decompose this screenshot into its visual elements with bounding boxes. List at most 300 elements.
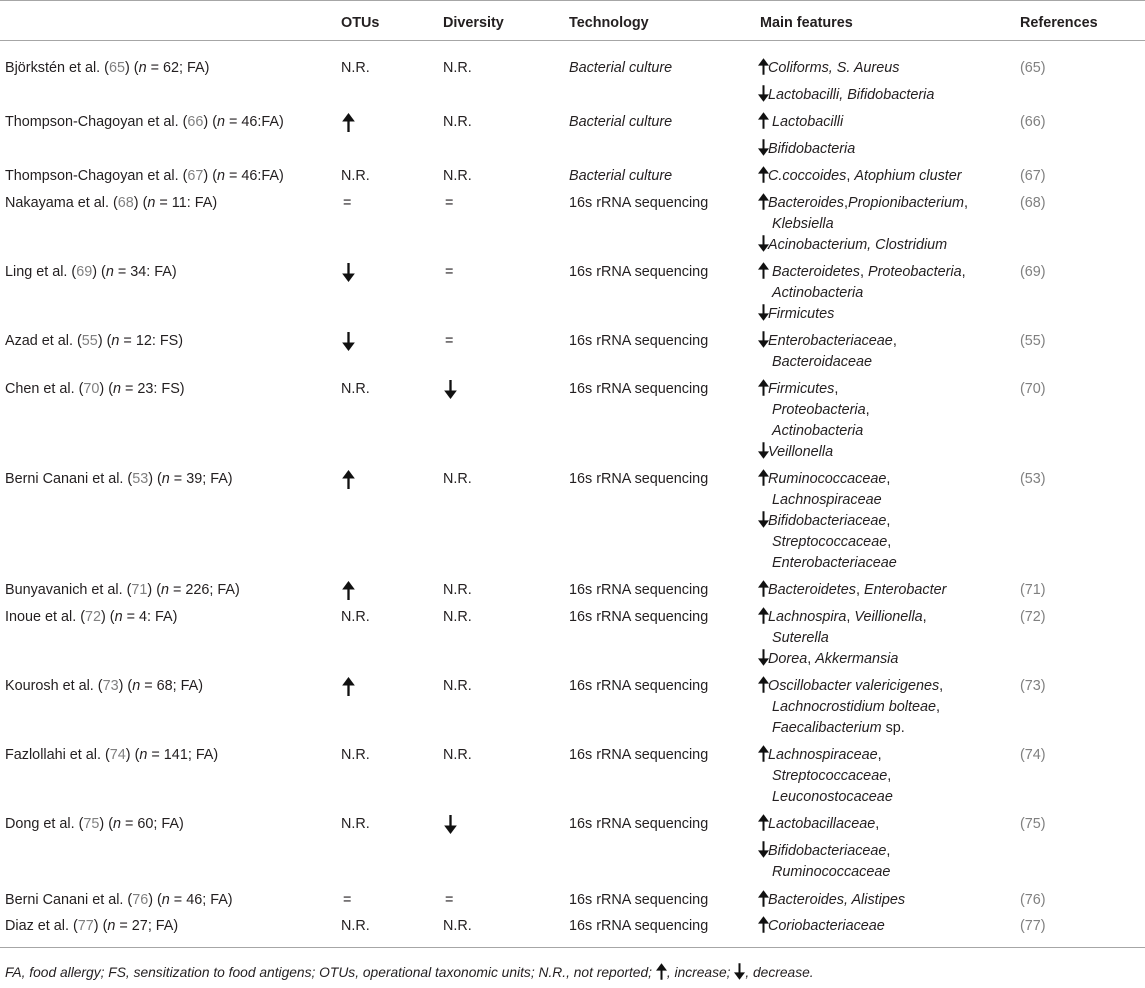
technology-cell: 16s rRNA sequencing bbox=[569, 195, 709, 211]
main-features-cell bbox=[760, 193, 968, 256]
otus-cell bbox=[341, 580, 355, 601]
study-sample: ) (n = 62; FA) bbox=[125, 60, 210, 76]
up-arrow-icon bbox=[758, 916, 769, 933]
reference-cell: (55) bbox=[1020, 333, 1046, 349]
feature-text: Atophium cluster bbox=[854, 168, 962, 184]
feature-line bbox=[760, 331, 897, 352]
down-arrow-icon bbox=[758, 841, 769, 858]
feature-text: Firmicutes bbox=[768, 381, 835, 397]
table-footnote bbox=[5, 964, 814, 982]
feature-text: , bbox=[846, 168, 855, 184]
feature-line bbox=[760, 283, 966, 304]
feature-text: Faecalibacterium bbox=[772, 720, 882, 736]
study-cell bbox=[5, 193, 217, 214]
feature-line bbox=[760, 139, 855, 160]
sample-size-symbol: n bbox=[139, 747, 148, 763]
diversity-cell-value: N.R. bbox=[443, 918, 472, 934]
main-features-cell bbox=[760, 379, 870, 463]
sample-size-symbol: n bbox=[105, 264, 114, 280]
feature-line bbox=[760, 112, 855, 133]
study-author: Berni Canani et al. ( bbox=[5, 471, 133, 487]
study-sample: ) (n = 68; FA) bbox=[118, 678, 204, 694]
otus-cell bbox=[341, 166, 370, 187]
study-author: Ling et al. ( bbox=[5, 264, 77, 280]
study-author: Thompson-Chagoyan et al. ( bbox=[5, 114, 188, 130]
diversity-cell-value: = bbox=[445, 892, 454, 908]
feature-text: Streptococcaceae bbox=[772, 534, 888, 550]
feature-text: , bbox=[886, 513, 891, 529]
diversity-cell-value: N.R. bbox=[443, 582, 472, 598]
diversity-cell-value: = bbox=[445, 264, 454, 280]
feature-line bbox=[760, 166, 962, 187]
down-arrow-icon bbox=[758, 331, 769, 348]
up-arrow-icon bbox=[758, 745, 769, 762]
main-features-cell bbox=[760, 166, 962, 187]
study-reference-number: 66 bbox=[187, 114, 204, 130]
feature-text: Bifidobacteriaceae bbox=[768, 843, 887, 859]
feature-text: sp. bbox=[881, 720, 905, 736]
study-cell bbox=[5, 58, 209, 79]
reference-cell: (77) bbox=[1020, 918, 1046, 934]
up-arrow-icon bbox=[342, 470, 355, 489]
study-sample: ) (n = 46; FA) bbox=[148, 892, 233, 908]
feature-line bbox=[760, 421, 870, 442]
feature-line bbox=[760, 58, 934, 79]
diversity-cell bbox=[443, 112, 472, 133]
study-sample: ) (n = 39; FA) bbox=[148, 471, 233, 487]
down-arrow-icon bbox=[444, 380, 457, 399]
otus-cell-value: N.R. bbox=[341, 918, 370, 934]
feature-text: Enterobacteriaceae bbox=[768, 333, 893, 349]
feature-line bbox=[760, 304, 966, 325]
otus-cell-value: N.R. bbox=[341, 168, 370, 184]
feature-line bbox=[760, 814, 890, 835]
technology-cell: Bacterial culture bbox=[569, 114, 673, 130]
down-arrow-icon bbox=[444, 815, 457, 834]
feature-line bbox=[760, 400, 870, 421]
main-features-cell bbox=[760, 469, 897, 574]
up-arrow-icon bbox=[758, 262, 769, 279]
down-arrow-icon bbox=[758, 304, 769, 321]
feature-line bbox=[760, 718, 943, 739]
study-sample: ) (n = 11: FA) bbox=[133, 195, 218, 211]
diversity-cell bbox=[443, 676, 472, 697]
study-reference-number: 67 bbox=[187, 168, 204, 184]
study-sample: ) (n = 23: FS) bbox=[99, 381, 185, 397]
header-technology: Technology bbox=[569, 15, 649, 31]
sample-size-symbol: n bbox=[161, 471, 170, 487]
sample-size-symbol: n bbox=[217, 114, 226, 130]
feature-text: , bbox=[887, 534, 892, 550]
footnote-up-arrow-icon bbox=[656, 963, 667, 980]
feature-text: , bbox=[877, 747, 882, 763]
feature-text: Bifidobacteria bbox=[768, 141, 856, 157]
feature-text: Propionibacterium bbox=[848, 195, 964, 211]
reference-cell: (73) bbox=[1020, 678, 1046, 694]
feature-text: Enterobacteriaceae bbox=[772, 555, 897, 571]
up-arrow-icon bbox=[758, 112, 769, 129]
study-cell bbox=[5, 676, 203, 697]
feature-text: , bbox=[875, 816, 880, 832]
feature-line bbox=[760, 787, 893, 808]
otus-cell bbox=[341, 676, 355, 697]
footnote-decrease-text: , decrease. bbox=[745, 965, 814, 980]
footnote-increase-text: , increase; bbox=[666, 965, 731, 980]
study-cell bbox=[5, 916, 178, 937]
up-arrow-icon bbox=[758, 607, 769, 624]
feature-text: Firmicutes bbox=[768, 306, 835, 322]
feature-line bbox=[760, 193, 968, 214]
feature-line bbox=[760, 511, 897, 532]
study-cell bbox=[5, 166, 284, 187]
sample-size-symbol: n bbox=[161, 582, 170, 598]
header-diversity: Diversity bbox=[443, 15, 504, 31]
otus-cell-value: N.R. bbox=[341, 747, 370, 763]
feature-text: Lactobacillaceae bbox=[768, 816, 876, 832]
study-reference-number: 73 bbox=[102, 678, 119, 694]
up-arrow-icon bbox=[758, 469, 769, 486]
feature-text: Veillonella bbox=[768, 444, 834, 460]
feature-text: , bbox=[886, 471, 891, 487]
otus-cell bbox=[341, 469, 355, 490]
down-arrow-icon bbox=[758, 85, 769, 102]
study-sample: ) (n = 4: FA) bbox=[101, 609, 178, 625]
down-arrow-icon bbox=[758, 139, 769, 156]
feature-line bbox=[760, 890, 905, 911]
technology-cell: 16s rRNA sequencing bbox=[569, 582, 709, 598]
feature-text: , bbox=[844, 195, 848, 211]
feature-text: , bbox=[939, 678, 944, 694]
feature-text: Proteobacteria bbox=[868, 264, 962, 280]
feature-text: Suterella bbox=[772, 630, 829, 646]
feature-line bbox=[760, 697, 943, 718]
main-features-cell bbox=[760, 890, 905, 911]
footnote-down-arrow-icon bbox=[734, 963, 745, 980]
main-features-cell bbox=[760, 112, 855, 160]
otus-cell-value: = bbox=[343, 195, 352, 211]
study-reference-number: 75 bbox=[83, 816, 100, 832]
up-arrow-icon bbox=[758, 379, 769, 396]
otus-cell-value: = bbox=[343, 892, 352, 908]
study-cell bbox=[5, 112, 284, 133]
feature-text: , bbox=[922, 609, 927, 625]
feature-text: Bacteroides, Alistipes bbox=[768, 892, 906, 908]
sample-size-symbol: n bbox=[107, 918, 116, 934]
reference-cell: (53) bbox=[1020, 471, 1046, 487]
feature-text: Oscillobacter valericigenes bbox=[768, 678, 940, 694]
feature-line bbox=[760, 745, 893, 766]
otus-cell bbox=[341, 916, 370, 937]
main-features-cell bbox=[760, 58, 934, 106]
main-features-cell bbox=[760, 580, 946, 601]
study-sample: ) (n = 141; FA) bbox=[125, 747, 219, 763]
technology-cell: 16s rRNA sequencing bbox=[569, 609, 709, 625]
diversity-cell bbox=[443, 916, 472, 937]
study-cell bbox=[5, 580, 240, 601]
feature-text: Coriobacteriaceae bbox=[768, 918, 885, 934]
technology-cell: 16s rRNA sequencing bbox=[569, 892, 709, 908]
reference-cell: (71) bbox=[1020, 582, 1046, 598]
diversity-cell-value: N.R. bbox=[443, 678, 472, 694]
up-arrow-icon bbox=[758, 814, 769, 831]
feature-text: Ruminococcaceae bbox=[768, 471, 887, 487]
otus-cell bbox=[341, 745, 370, 766]
study-cell bbox=[5, 379, 185, 400]
feature-text: , bbox=[865, 402, 870, 418]
diversity-cell-value: = bbox=[445, 333, 454, 349]
study-cell bbox=[5, 469, 233, 490]
feature-text: C.coccoides bbox=[768, 168, 847, 184]
diversity-cell bbox=[443, 469, 472, 490]
table-bottom-rule bbox=[0, 947, 1145, 948]
feature-line bbox=[760, 607, 927, 628]
main-features-cell bbox=[760, 745, 893, 808]
feature-text: , bbox=[856, 582, 864, 598]
up-arrow-icon bbox=[342, 677, 355, 696]
feature-text: Akkermansia bbox=[815, 651, 899, 667]
diversity-cell-value: N.R. bbox=[443, 471, 472, 487]
feature-text: , bbox=[936, 699, 940, 715]
feature-line bbox=[760, 214, 968, 235]
feature-text: Lactobacilli bbox=[768, 114, 844, 130]
otus-cell-value: N.R. bbox=[341, 816, 370, 832]
study-author: Bunyavanich et al. ( bbox=[5, 582, 132, 598]
diversity-cell bbox=[443, 745, 472, 766]
sample-size-symbol: n bbox=[114, 609, 123, 625]
sample-size-symbol: n bbox=[111, 333, 120, 349]
reference-cell: (72) bbox=[1020, 609, 1046, 625]
study-cell bbox=[5, 607, 177, 628]
study-author: Nakayama et al. ( bbox=[5, 195, 118, 211]
study-cell bbox=[5, 745, 218, 766]
sample-size-symbol: n bbox=[113, 816, 122, 832]
feature-text: Lachnospiraceae bbox=[768, 747, 878, 763]
diversity-cell-value: N.R. bbox=[443, 60, 472, 76]
study-reference-number: 55 bbox=[81, 333, 98, 349]
up-arrow-icon bbox=[758, 580, 769, 597]
feature-line bbox=[760, 379, 870, 400]
main-features-cell bbox=[760, 814, 890, 883]
feature-text: , bbox=[834, 381, 839, 397]
table-top-rule bbox=[0, 0, 1145, 1]
feature-line bbox=[760, 766, 893, 787]
feature-text: Bacteroides bbox=[768, 195, 844, 211]
study-author: Chen et al. ( bbox=[5, 381, 84, 397]
down-arrow-icon bbox=[758, 649, 769, 666]
down-arrow-icon bbox=[758, 235, 769, 252]
study-author: Kourosh et al. ( bbox=[5, 678, 103, 694]
feature-text: Lachnospira bbox=[768, 609, 847, 625]
technology-cell: 16s rRNA sequencing bbox=[569, 747, 709, 763]
technology-cell: 16s rRNA sequencing bbox=[569, 333, 709, 349]
table-header-rule bbox=[0, 40, 1145, 41]
study-cell bbox=[5, 890, 233, 911]
study-reference-number: 72 bbox=[85, 609, 102, 625]
main-features-cell bbox=[760, 331, 897, 373]
sample-size-symbol: n bbox=[217, 168, 226, 184]
feature-text: , bbox=[886, 843, 891, 859]
sample-size-symbol: n bbox=[138, 60, 147, 76]
technology-cell: 16s rRNA sequencing bbox=[569, 264, 709, 280]
up-arrow-icon bbox=[342, 581, 355, 600]
down-arrow-icon bbox=[342, 332, 355, 351]
diversity-cell bbox=[443, 814, 457, 835]
diversity-cell bbox=[443, 580, 472, 601]
otus-cell bbox=[341, 890, 351, 911]
feature-line bbox=[760, 85, 934, 106]
feature-text: Enterobacter bbox=[864, 582, 947, 598]
study-sample: ) (n = 46:FA) bbox=[203, 168, 284, 184]
up-arrow-icon bbox=[758, 193, 769, 210]
feature-line bbox=[760, 442, 870, 463]
feature-text: Bacteroidaceae bbox=[772, 354, 873, 370]
study-author: Dong et al. ( bbox=[5, 816, 84, 832]
up-arrow-icon bbox=[342, 113, 355, 132]
diversity-cell-value: N.R. bbox=[443, 747, 472, 763]
up-arrow-icon bbox=[758, 166, 769, 183]
feature-line bbox=[760, 916, 885, 937]
feature-text: , bbox=[846, 609, 855, 625]
diversity-cell-value: N.R. bbox=[443, 114, 472, 130]
feature-text: Lactobacilli, Bifidobacteria bbox=[768, 87, 935, 103]
header-otus: OTUs bbox=[341, 15, 380, 31]
otus-cell bbox=[341, 379, 370, 400]
technology-cell: 16s rRNA sequencing bbox=[569, 918, 709, 934]
sample-size-symbol: n bbox=[113, 381, 122, 397]
study-sample: ) (n = 27; FA) bbox=[93, 918, 179, 934]
diversity-cell bbox=[443, 262, 453, 283]
feature-text: Dorea bbox=[768, 651, 808, 667]
feature-line bbox=[760, 841, 890, 862]
feature-text: Proteobacteria bbox=[772, 402, 866, 418]
reference-cell: (76) bbox=[1020, 892, 1046, 908]
header-main-features: Main features bbox=[760, 15, 853, 31]
feature-text: Bacteroidetes bbox=[768, 582, 856, 598]
feature-text: , bbox=[887, 768, 892, 784]
study-sample: ) (n = 34: FA) bbox=[92, 264, 177, 280]
diversity-cell bbox=[443, 58, 472, 79]
feature-text: Actinobacteria bbox=[772, 423, 864, 439]
study-reference-number: 70 bbox=[83, 381, 100, 397]
diversity-cell-value: N.R. bbox=[443, 168, 472, 184]
reference-cell: (67) bbox=[1020, 168, 1046, 184]
study-reference-number: 65 bbox=[108, 60, 125, 76]
study-reference-number: 71 bbox=[131, 582, 148, 598]
study-author: Fazlollahi et al. ( bbox=[5, 747, 110, 763]
study-author: Björkstén et al. ( bbox=[5, 60, 109, 76]
study-author: Thompson-Chagoyan et al. ( bbox=[5, 168, 188, 184]
main-features-cell bbox=[760, 262, 966, 325]
study-reference-number: 69 bbox=[76, 264, 93, 280]
diversity-cell bbox=[443, 166, 472, 187]
reference-cell: (75) bbox=[1020, 816, 1046, 832]
down-arrow-icon bbox=[758, 442, 769, 459]
main-features-cell bbox=[760, 676, 943, 739]
technology-cell: Bacterial culture bbox=[569, 60, 673, 76]
otus-cell bbox=[341, 193, 351, 214]
diversity-cell bbox=[443, 193, 453, 214]
feature-line bbox=[760, 553, 897, 574]
feature-text: Acinobacterium, Clostridium bbox=[768, 237, 948, 253]
study-reference-number: 77 bbox=[77, 918, 94, 934]
study-sample: ) (n = 12: FS) bbox=[97, 333, 184, 349]
diversity-cell bbox=[443, 379, 457, 400]
reference-cell: (68) bbox=[1020, 195, 1046, 211]
up-arrow-icon bbox=[758, 890, 769, 907]
feature-line bbox=[760, 628, 927, 649]
otus-cell bbox=[341, 262, 355, 283]
study-reference-number: 53 bbox=[132, 471, 149, 487]
up-arrow-icon bbox=[758, 58, 769, 75]
study-author: Inoue et al. ( bbox=[5, 609, 85, 625]
diversity-cell bbox=[443, 607, 472, 628]
study-cell bbox=[5, 262, 177, 283]
feature-line bbox=[760, 862, 890, 883]
feature-text: , bbox=[892, 333, 897, 349]
feature-text: Lachnocrostidium bolteae bbox=[772, 699, 936, 715]
reference-cell: (74) bbox=[1020, 747, 1046, 763]
feature-line bbox=[760, 676, 943, 697]
diversity-cell-value: N.R. bbox=[443, 609, 472, 625]
study-reference-number: 68 bbox=[117, 195, 134, 211]
feature-line bbox=[760, 649, 927, 670]
feature-text: Bacteroidetes bbox=[768, 264, 860, 280]
reference-cell: (70) bbox=[1020, 381, 1046, 397]
study-reference-number: 74 bbox=[109, 747, 126, 763]
feature-text: Actinobacteria bbox=[772, 285, 864, 301]
down-arrow-icon bbox=[758, 511, 769, 528]
technology-cell: 16s rRNA sequencing bbox=[569, 471, 709, 487]
down-arrow-icon bbox=[342, 263, 355, 282]
study-author: Azad et al. ( bbox=[5, 333, 82, 349]
feature-line bbox=[760, 262, 966, 283]
reference-cell: (66) bbox=[1020, 114, 1046, 130]
feature-text: Lachnospiraceae bbox=[772, 492, 882, 508]
reference-cell: (65) bbox=[1020, 60, 1046, 76]
otus-cell bbox=[341, 112, 355, 133]
feature-line bbox=[760, 580, 946, 601]
feature-text: Ruminococcaceae bbox=[772, 864, 891, 880]
sample-size-symbol: n bbox=[161, 892, 170, 908]
otus-cell bbox=[341, 331, 355, 352]
sample-size-symbol: n bbox=[132, 678, 141, 694]
otus-cell-value: N.R. bbox=[341, 609, 370, 625]
main-features-cell bbox=[760, 916, 885, 937]
otus-cell bbox=[341, 814, 370, 835]
technology-cell: Bacterial culture bbox=[569, 168, 673, 184]
diversity-cell bbox=[443, 890, 453, 911]
technology-cell: 16s rRNA sequencing bbox=[569, 381, 709, 397]
feature-text: Coliforms, S. Aureus bbox=[768, 60, 900, 76]
diversity-cell bbox=[443, 331, 453, 352]
otus-cell-value: N.R. bbox=[341, 60, 370, 76]
study-reference-number: 76 bbox=[132, 892, 149, 908]
otus-cell-value: N.R. bbox=[341, 381, 370, 397]
sample-size-symbol: n bbox=[147, 195, 156, 211]
feature-text: , bbox=[961, 264, 966, 280]
feature-text: Leuconostocaceae bbox=[772, 789, 893, 805]
header-references: References bbox=[1020, 15, 1098, 31]
main-features-cell bbox=[760, 607, 927, 670]
study-cell bbox=[5, 331, 183, 352]
study-sample: ) (n = 46:FA) bbox=[203, 114, 284, 130]
study-sample: ) (n = 226; FA) bbox=[147, 582, 240, 598]
diversity-cell-value: = bbox=[445, 195, 454, 211]
study-sample: ) (n = 60; FA) bbox=[99, 816, 184, 832]
feature-text: Bifidobacteriaceae bbox=[768, 513, 887, 529]
study-author: Diaz et al. ( bbox=[5, 918, 78, 934]
feature-text: Veillionella bbox=[854, 609, 923, 625]
